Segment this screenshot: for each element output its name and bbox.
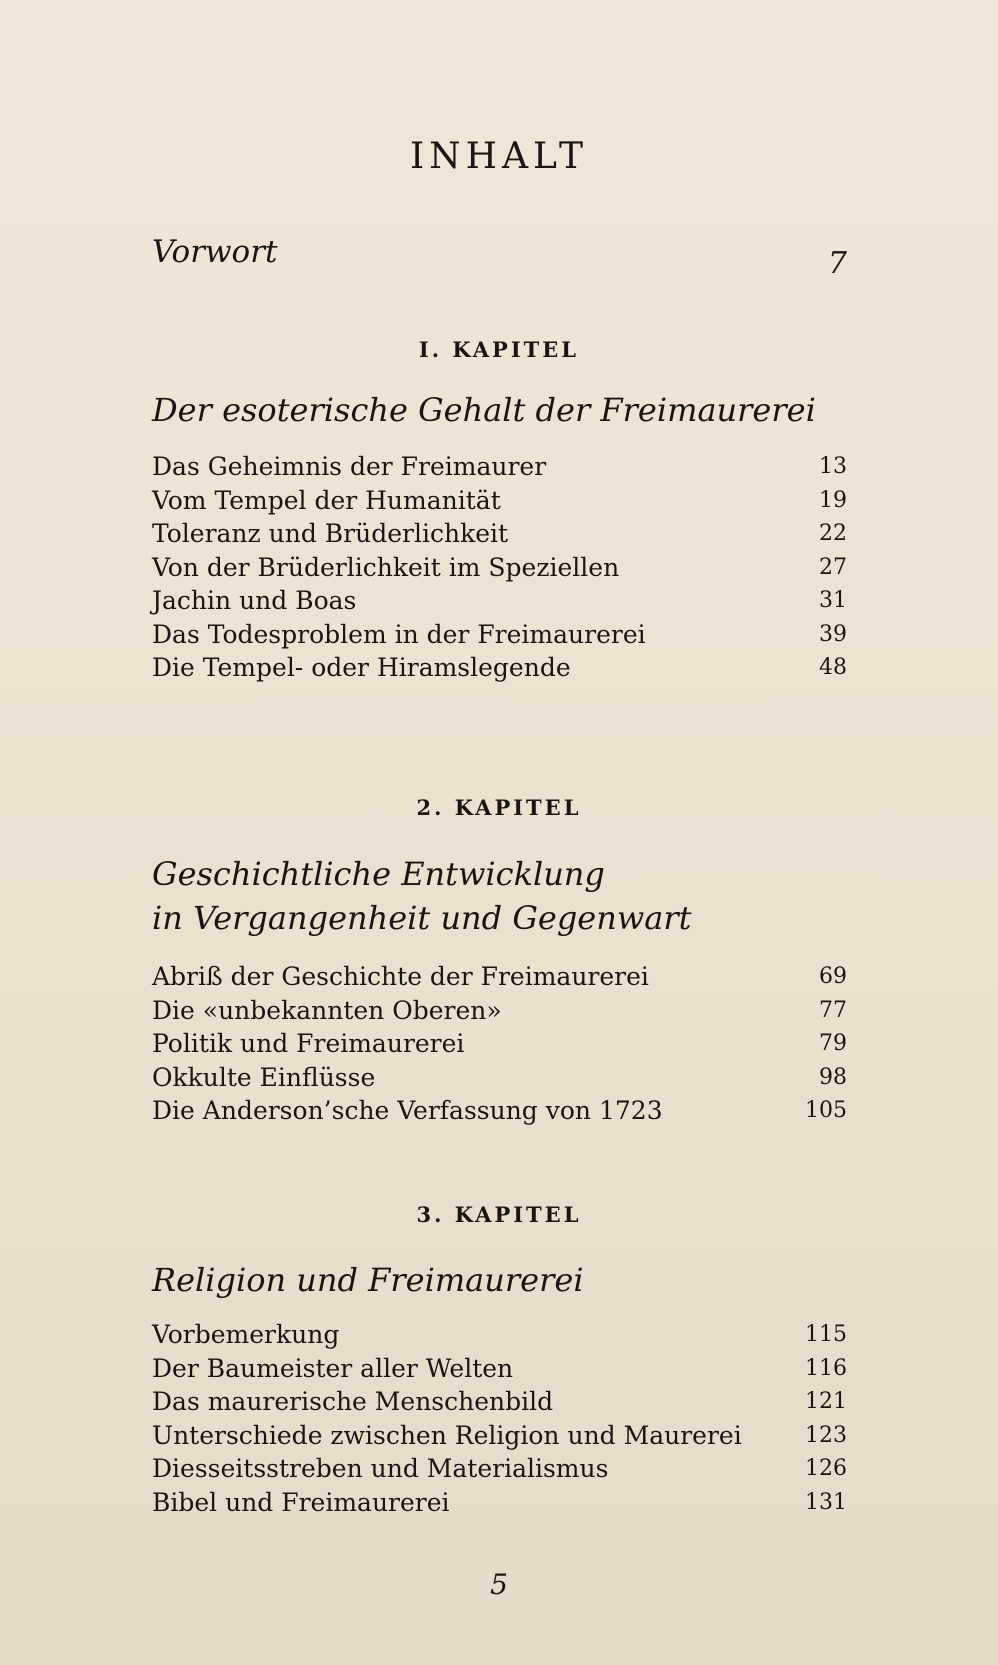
toc-entry[interactable] bbox=[152, 618, 847, 652]
chapter-3-title-line: Religion und Freimaurerei bbox=[152, 1261, 584, 1299]
chapter-1-label: I. KAPITEL bbox=[418, 337, 580, 362]
toc-entry-page: 31 bbox=[819, 588, 847, 613]
toc-entry[interactable] bbox=[152, 450, 847, 484]
toc-entry-page: 98 bbox=[819, 1064, 847, 1090]
chapter-3-title bbox=[152, 1258, 852, 1302]
toc-entry-page: 69 bbox=[819, 964, 847, 989]
toc-entry[interactable] bbox=[152, 484, 847, 518]
toc-entry[interactable] bbox=[152, 994, 847, 1028]
toc-entry-title: Von der Brüderlichkeit im Speziellen bbox=[152, 552, 620, 582]
toc-entry-page: 27 bbox=[819, 554, 847, 580]
toc-entry[interactable] bbox=[152, 1061, 847, 1095]
toc-entry[interactable] bbox=[152, 517, 847, 551]
toc-entry-page: 116 bbox=[805, 1355, 847, 1381]
toc-entry-page: 22 bbox=[819, 521, 847, 546]
chapter-2-entries bbox=[152, 960, 847, 1128]
toc-entry-title: Bibel und Freimaurerei bbox=[152, 1487, 450, 1517]
toc-entry-title: Toleranz und Brüderlichkeit bbox=[152, 519, 509, 548]
toc-entry[interactable] bbox=[152, 1385, 847, 1419]
toc-entry-page: 77 bbox=[819, 997, 847, 1023]
page-number: 5 bbox=[490, 1568, 508, 1601]
toc-entry-page: 126 bbox=[805, 1456, 847, 1481]
toc-entry-title: Unterschiede zwischen Religion und Maurerei bbox=[152, 1420, 742, 1450]
chapter-3-entries bbox=[152, 1318, 847, 1519]
chapter-1-title-line: Der esoterische Gehalt der Freimaurerei bbox=[152, 391, 816, 429]
toc-entry-title: Politik und Freimaurerei bbox=[152, 1029, 465, 1058]
chapter-3-label: 3. KAPITEL bbox=[416, 1202, 582, 1227]
toc-entry[interactable] bbox=[152, 1352, 847, 1386]
chapter-2-title-line: Geschichtliche Entwicklung bbox=[152, 855, 605, 893]
toc-entry[interactable] bbox=[152, 1318, 847, 1352]
toc-entry[interactable] bbox=[152, 651, 847, 685]
preface-title: Vorwort bbox=[152, 234, 278, 270]
toc-entry-title: Vom Tempel der Humanität bbox=[152, 485, 501, 515]
toc-entry[interactable] bbox=[152, 1419, 847, 1453]
toc-entry-page: 115 bbox=[805, 1322, 847, 1347]
toc-entry-title: Abriß der Geschichte der Freimaurerei bbox=[152, 962, 649, 991]
toc-entry-title: Diesseitsstreben und Materialismus bbox=[152, 1454, 609, 1483]
toc-entry[interactable] bbox=[152, 1027, 847, 1061]
toc-entry-title: Vorbemerkung bbox=[152, 1320, 340, 1349]
toc-entry-page: 105 bbox=[805, 1098, 847, 1123]
toc-entry-title: Das Geheimnis der Freimaurer bbox=[152, 452, 547, 481]
toc-entry[interactable] bbox=[152, 551, 847, 585]
chapter-1-title bbox=[152, 388, 852, 432]
chapter-2-title bbox=[152, 852, 852, 940]
chapter-2-label: 2. KAPITEL bbox=[416, 795, 582, 820]
toc-entry[interactable] bbox=[152, 1452, 847, 1486]
toc-entry-title: Okkulte Einflüsse bbox=[152, 1062, 376, 1092]
toc-entry-page: 39 bbox=[819, 621, 847, 647]
preface-entry bbox=[152, 234, 847, 284]
page-title: INHALT bbox=[409, 136, 589, 177]
toc-entry[interactable] bbox=[152, 1486, 847, 1520]
toc-entry-page: 131 bbox=[805, 1489, 847, 1515]
toc-entry-title: Die «unbekannten Oberen» bbox=[152, 995, 502, 1025]
toc-entry[interactable] bbox=[152, 1094, 847, 1128]
toc-entry-page: 19 bbox=[819, 487, 847, 513]
preface-page-number: 7 bbox=[827, 246, 847, 281]
toc-entry-title: Jachin und Boas bbox=[152, 586, 357, 615]
toc-entry-title: Das maurerische Menschenbild bbox=[152, 1387, 554, 1416]
toc-entry-page: 121 bbox=[805, 1389, 847, 1414]
chapter-1-entries bbox=[152, 450, 847, 685]
chapter-2-title-line: in Vergangenheit und Gegenwart bbox=[152, 899, 692, 937]
toc-entry-title: Der Baumeister aller Welten bbox=[152, 1353, 514, 1383]
toc-entry-page: 13 bbox=[819, 454, 847, 479]
toc-entry-title: Die Tempel- oder Hiramslegende bbox=[152, 653, 571, 682]
toc-entry[interactable] bbox=[152, 960, 847, 994]
toc-entry[interactable] bbox=[152, 584, 847, 618]
toc-entry-page: 48 bbox=[819, 655, 847, 680]
toc-entry-page: 123 bbox=[805, 1422, 847, 1448]
toc-entry-title: Das Todesproblem in der Freimaurerei bbox=[152, 619, 646, 649]
toc-entry-title: Die Anderson’sche Verfassung von 1723 bbox=[152, 1096, 663, 1125]
toc-entry-page: 79 bbox=[819, 1031, 847, 1056]
